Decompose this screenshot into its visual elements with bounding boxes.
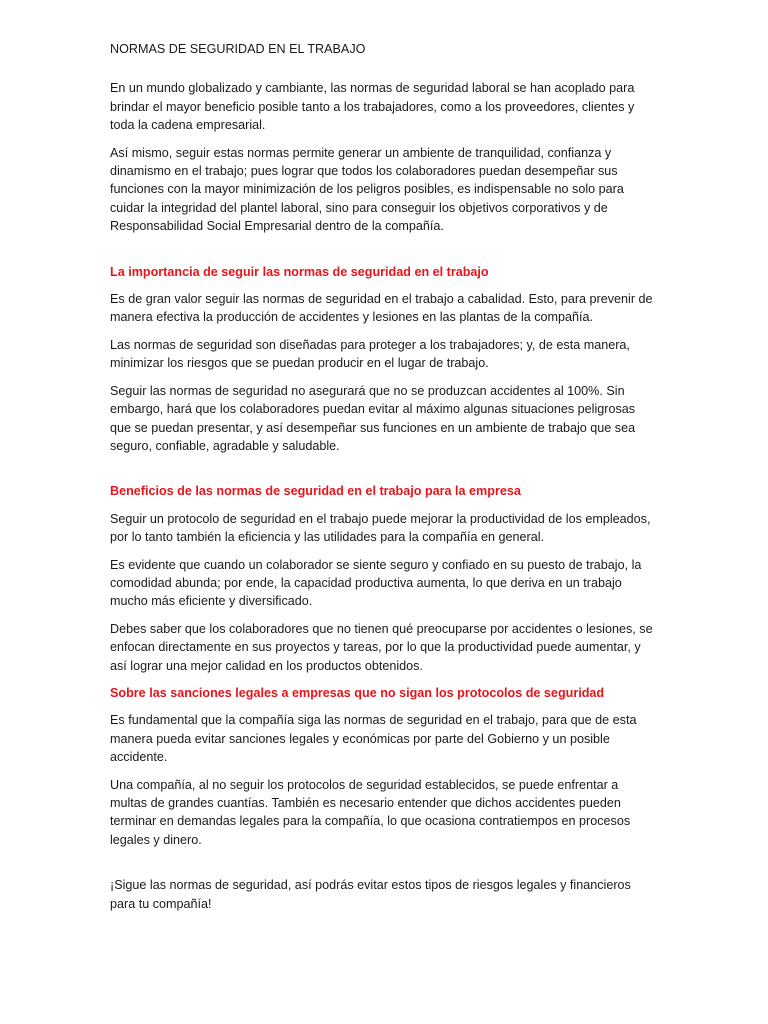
- section-spacer: [110, 464, 658, 482]
- document-title: NORMAS DE SEGURIDAD EN EL TRABAJO: [110, 42, 366, 56]
- section-heading-benefits: Beneficios de las normas de seguridad en el trabajo para la empresa: [110, 484, 521, 499]
- intro-paragraph: Así mismo, seguir estas normas permite generar un ambiente de tranquilidad, confianza y dinamismo en el trabajo; pues lograr que todos los colaboradores puedan desempeñar sus funciones con la mayor minimización de los peligros posibles, es indispensable no solo para cuidar la integridad del plantel laboral, sino para conseguir los objetivos corporativos y de Responsabilidad Social Empresarial dentro de la compañía.: [110, 145, 624, 234]
- section-heading-importance: La importancia de seguir las normas de seguridad en el trabajo: [110, 264, 489, 279]
- section-paragraph: Es evidente que cuando un colaborador se siente seguro y confiado en su puesto de trabajo, la comodidad abunda; por ende, la capacidad productiva aumenta, lo que deriva en un trabajo mucho más eficiente y diversificado.: [110, 557, 642, 609]
- section-paragraph: Es de gran valor seguir las normas de seguridad en el trabajo a cabalidad. Esto, para prevenir de manera efectiva la producción de accidentes y lesiones en las plantas de la compañía.: [110, 292, 653, 325]
- document-page: [110, 40, 658, 922]
- section-heading-sanctions: Sobre las sanciones legales a empresas que no sigan los protocolos de seguridad: [110, 685, 605, 700]
- section-paragraph: Es fundamental que la compañía siga las normas de seguridad en el trabajo, para que de esta manera pueda evitar sanciones legales y económicas por parte del Gobierno y un posible accidente.: [110, 713, 637, 765]
- section-paragraph: Seguir las normas de seguridad no asegurará que no se produzcan accidentes al 100%. Sin embargo, hará que los colaboradores puedan evitar al máximo algunas situaciones peligrosas que se puedan presentar, y así desempeñar sus funciones en un ambiente de trabajo que sea seguro, confiable, agradable y saludable.: [110, 383, 636, 453]
- closing-paragraph: ¡Sigue las normas de seguridad, así podrás evitar estos tipos de riesgos legales y financieros para tu compañía!: [110, 878, 631, 911]
- section-spacer: [110, 245, 658, 263]
- section-paragraph: Una compañía, al no seguir los protocolos de seguridad establecidos, se puede enfrentar a multas de grandes cuantías. También es necesario entender que dichos accidentes pueden terminar en demandas legales para la compañía, lo que ocasiona contratiempos en procesos legales y dinero.: [110, 777, 631, 847]
- section-paragraph: Seguir un protocolo de seguridad en el trabajo puede mejorar la productividad de los empleados, por lo tanto también la eficiencia y las utilidades para la compañía en general.: [110, 511, 651, 545]
- section-paragraph: Las normas de seguridad son diseñadas para proteger a los trabajadores; y, de esta manera, minimizar los riesgos que se puedan producir en el lugar de trabajo.: [110, 337, 630, 371]
- intro-paragraph: En un mundo globalizado y cambiante, las normas de seguridad laboral se han acoplado para brindar el mayor beneficio posible tanto a los trabajadores, como a los proveedores, clientes y toda la cadena empresarial.: [110, 81, 635, 133]
- section-paragraph: Debes saber que los colaboradores que no tienen qué preocuparse por accidentes o lesiones, se enfocan directamente en sus proyectos y tareas, por lo que la productividad puede aumentar, y así lograr una mejor calidad en los productos obtenidos.: [110, 621, 653, 673]
